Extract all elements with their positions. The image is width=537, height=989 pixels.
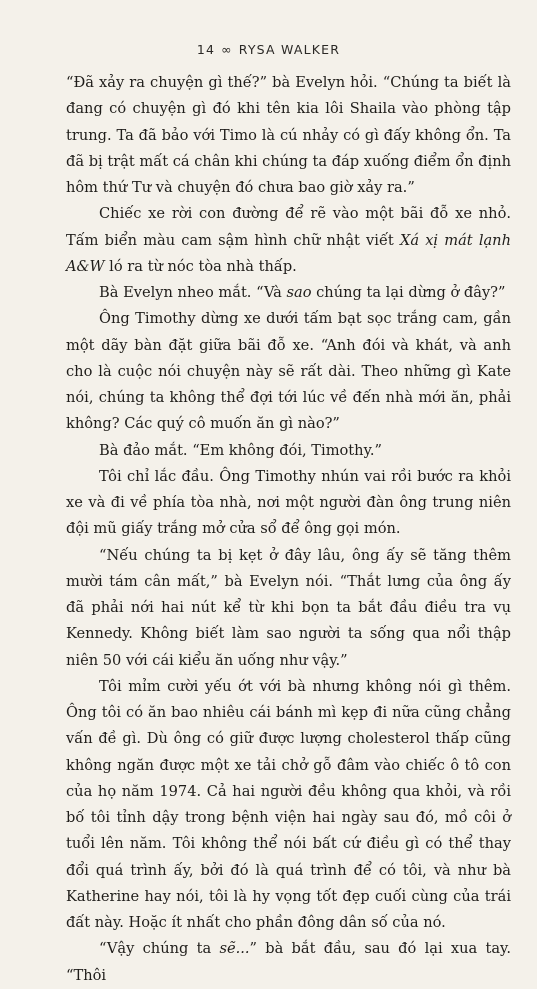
text-run: “Đã xảy ra chuyện gì thế?” bà Evelyn hỏi. “Chúng ta biết là đang có chuyện gì đó khi tên kia lôi Shaila vào phòng tập trung. Ta đã bảo với Timo là cú nhảy có gì đấy không ổn. Ta đã bị trật mất cá chân khi chúng ta đáp xuống điểm ổn định hôm thứ Tư và chuyện đó chưa bao giờ xảy ra.” xyxy=(66,74,511,196)
running-head xyxy=(0,42,537,57)
paragraph xyxy=(66,543,511,674)
paragraph xyxy=(66,438,511,464)
text-run: “Vậy chúng ta xyxy=(99,940,220,958)
text-run: Ông Timothy dừng xe dưới tấm bạt sọc trắng cam, gần một dãy bàn đặt giữa bãi đỗ xe. “Anh đói và khát, và anh cho là cuộc nói chuyện này sẽ rất dài. Theo những gì Kate nói, chúng ta không thể đợi tới lúc về đến nhà mới ăn, phải không? Các quý cô muốn ăn gì nào?” xyxy=(66,310,511,433)
text-run: chúng ta lại dừng ở đây?” xyxy=(311,284,506,301)
paragraph xyxy=(66,306,511,437)
paragraph xyxy=(66,70,511,201)
text-run: ” bà bắt đầu, sau đó lại xua tay. “Thôi xyxy=(66,940,512,984)
paragraph xyxy=(66,280,511,306)
paragraph xyxy=(66,201,511,280)
author-name: RYSA WALKER xyxy=(238,42,341,57)
text-run: Tôi mỉm cười yếu ớt với bà nhưng không nói gì thêm. Ông tôi có ăn bao nhiêu cái bánh mì kẹp đi nữa cũng chẳng vấn đề gì. Dù ông có giữ được lượng cholesterol thấp cũng không ngăn được một xe tải chở gỗ đâm vào chiếc ô tô con của họ năm 1974. Cả hai người đều không qua khỏi, và rồi bố tôi tỉnh dậy trong bệnh viện hai ngày sau đó, mồ côi ở tuổi lên năm. Tôi không thể nói bất cứ điều gì có thể thay đổi quá trình ấy, bởi đó là quá trình để có tôi, và như bà Katherine hay nói, tôi là hy vọng tốt đẹp cuối cùng của trái đất này. Hoặc ít nhất cho phần đông dân số của nó. xyxy=(66,677,511,931)
text-run: Bà đảo mắt. “Em không đói, Timothy.” xyxy=(99,441,382,459)
italic-text: Xá xị mát lạnh A&W xyxy=(66,231,511,275)
text-run: Tôi chỉ lắc đầu. Ông Timothy nhún vai rồi bước ra khỏi xe và đi về phía tòa nhà, nơi một người đàn ông trung niên đội mũ giấy trắng mở cửa sổ để ông gọi món. xyxy=(66,467,511,538)
text-run: “Nếu chúng ta bị kẹt ở đây lâu, ông ấy sẽ tăng thêm mười tám cân mất,” bà Evelyn nói. “Thắt lưng của ông ấy đã phải nới hai nút kể từ khi bọn ta bắt đầu điều tra vụ Kennedy. Không biết làm sao người ta sống qua nổi thập niên 50 với cái kiểu ăn uống như vậy.” xyxy=(66,546,511,669)
text-run: Chiếc xe rời con đường để rẽ vào một bãi đỗ xe nhỏ. Tấm biển màu cam sậm hình chữ nhật viết xyxy=(66,205,511,249)
italic-text: sẽ... xyxy=(219,940,250,958)
page-number: 14 xyxy=(196,42,216,57)
separator-glyph: ∞ xyxy=(221,42,233,57)
paragraph xyxy=(66,464,511,543)
paragraph xyxy=(66,674,511,937)
italic-text: sao xyxy=(286,284,312,301)
paragraph xyxy=(66,936,511,989)
body-text xyxy=(66,70,511,989)
text-run: ló ra từ nóc tòa nhà thấp. xyxy=(104,257,297,275)
text-run: Bà Evelyn nheo mắt. “Và xyxy=(99,284,287,301)
